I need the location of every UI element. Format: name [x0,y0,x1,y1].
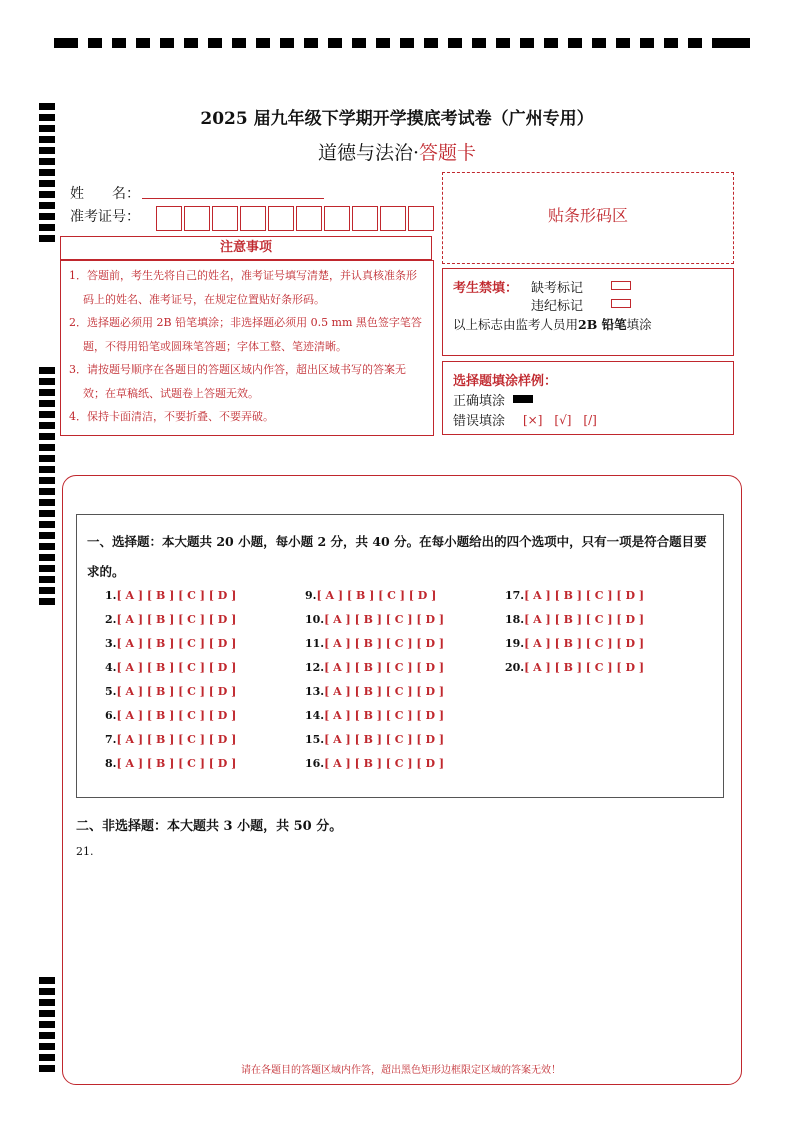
timing-mark [640,38,654,48]
correct-fill-sample [513,395,533,403]
name-field[interactable] [142,198,324,199]
choice-question[interactable] [505,613,644,626]
answer-options[interactable]: [ A ] [ B ] [ C ] [ D ] [116,613,237,626]
timing-mark [39,367,55,374]
non-choice-heading: 二、非选择题：本大题共 3 小题，共 50 分。 [76,819,343,834]
timing-mark [616,38,630,48]
timing-mark [39,598,55,605]
forbidden-box [442,268,734,356]
timing-mark [39,1054,55,1061]
timing-mark [39,202,55,209]
answer-card-label: 答题卡 [419,142,477,164]
timing-mark [112,38,126,48]
forbidden-label: 考生禁填： [453,281,519,296]
timing-mark [448,38,462,48]
timing-mark [39,543,55,550]
timing-mark [376,38,390,48]
question-number: 10. [305,613,325,626]
choice-question[interactable] [105,589,236,602]
timing-mark [136,38,150,48]
notice-item: 3．请按题号顺序在各题目的答题区域内作答，超出区域书写的答案无效；在草稿纸、试题卷上答题无效。 [69,363,406,400]
answer-options[interactable]: [ A ] [ B ] [ C ] [ D ] [324,661,445,674]
timing-mark [39,499,55,506]
timing-mark [39,587,55,594]
question-number: 6. [105,709,117,722]
timing-mark [88,38,102,48]
question-number: 20. [505,661,525,674]
answer-options[interactable]: [ A ] [ B ] [ C ] [ D ] [524,589,645,602]
timing-mark [39,466,55,473]
answer-options[interactable]: [ A ] [ B ] [ C ] [ D ] [324,613,445,626]
answer-options[interactable]: [ A ] [ B ] [ C ] [ D ] [116,637,237,650]
question-number: 12. [305,661,325,674]
timing-mark [664,38,678,48]
timing-mark [424,38,438,48]
choice-question[interactable] [505,589,644,602]
wrong-fill-label: 错误填涂 [453,414,506,429]
question-number: 2. [105,613,117,626]
answer-options[interactable]: [ A ] [ B ] [ C ] [ D ] [116,661,237,674]
timing-mark [39,999,55,1006]
timing-mark [39,378,55,385]
timing-mark [39,422,55,429]
timing-mark [39,988,55,995]
timing-mark [39,224,55,231]
answer-options[interactable]: [ A ] [ B ] [ C ] [ D ] [324,709,445,722]
sample-heading: 选择题填涂样例： [453,374,558,389]
choice-question[interactable] [305,757,444,770]
answer-options[interactable]: [ A ] [ B ] [ C ] [ D ] [324,733,445,746]
timing-mark [712,38,726,48]
timing-mark [39,488,55,495]
id-number-boxes[interactable] [156,206,436,231]
choice-question[interactable] [305,661,444,674]
question-21-label: 21. [76,845,94,858]
question-number: 5. [105,685,117,698]
question-number: 7. [105,733,117,746]
choice-question[interactable] [105,613,236,626]
timing-mark [496,38,510,48]
timing-mark [520,38,534,48]
forbidden-note [453,315,652,333]
choice-question[interactable] [305,637,444,650]
question-number: 11. [305,637,325,650]
choice-question[interactable] [305,613,444,626]
timing-mark [39,444,55,451]
wrong-fill-samples: [×] [√] [/] [523,413,597,427]
answer-options[interactable]: [ A ] [ B ] [ C ] [ D ] [324,637,445,650]
answer-options[interactable]: [ A ] [ B ] [ C ] [ D ] [116,757,237,770]
question-number: 14. [305,709,325,722]
answer-options[interactable]: [ A ] [ B ] [ C ] [ D ] [116,685,237,698]
timing-mark [39,433,55,440]
exam-subtitle [0,138,794,165]
correct-fill-label: 正确填涂 [453,394,506,409]
violation-mark-box[interactable] [611,299,631,308]
id-label: 准考证号： [70,209,140,225]
id-digit-box[interactable] [352,206,378,231]
choice-question[interactable] [105,661,236,674]
question-number: 18. [505,613,525,626]
choice-section-heading: 一、选择题：本大题共 20 小题，每小题 2 分，共 40 分。在每小题给出的四个选项中，只有一项是符合题目要求的。 [87,534,707,579]
id-digit-box[interactable] [268,206,294,231]
id-digit-box[interactable] [184,206,210,231]
subject-name: 道德与法治· [317,142,420,164]
id-digit-box[interactable] [156,206,182,231]
choice-question[interactable] [105,685,236,698]
barcode-area: 贴条形码区 [442,172,734,264]
timing-mark [232,38,246,48]
id-digit-box[interactable] [408,206,434,231]
timing-mark [39,455,55,462]
question-21-answer-area[interactable] [76,862,722,1052]
answer-options[interactable]: [ A ] [ B ] [ C ] [ D ] [324,685,445,698]
timing-mark [280,38,294,48]
timing-mark [39,477,55,484]
timing-mark [39,1065,55,1072]
id-digit-box[interactable] [296,206,322,231]
choice-question[interactable] [305,709,444,722]
question-number: 15. [305,733,325,746]
question-number: 19. [505,637,525,650]
timing-mark [39,213,55,220]
timing-mark [39,180,55,187]
question-number: 13. [305,685,325,698]
answer-options[interactable]: [ A ] [ B ] [ C ] [ D ] [324,757,445,770]
timing-mark [39,389,55,396]
name-label: 姓 名： [70,186,140,202]
timing-mark [544,38,558,48]
timing-mark [304,38,318,48]
id-digit-box[interactable] [324,206,350,231]
timing-mark [39,532,55,539]
choice-question[interactable] [105,757,236,770]
question-number: 8. [105,757,117,770]
timing-mark [39,1010,55,1017]
note-bold: 2B 铅笔 [578,317,627,332]
choice-question[interactable] [505,661,644,674]
absent-mark-box[interactable] [611,281,631,290]
timing-mark [352,38,366,48]
timing-mark [592,38,606,48]
timing-mark [39,411,55,418]
timing-mark [39,235,55,242]
timing-mark [160,38,174,48]
question-number: 9. [305,589,317,602]
notice-item: 2．选择题必须用 2B 铅笔填涂；非选择题必须用 0.5 mm 黑色签字笔答题，不得用铅笔或圆珠笔答题；字体工整、笔迹清晰。 [69,316,422,353]
timing-mark [184,38,198,48]
id-digit-box[interactable] [380,206,406,231]
question-number: 17. [505,589,525,602]
timing-mark [39,977,55,984]
timing-mark [39,1043,55,1050]
answer-options[interactable]: [ A ] [ B ] [ C ] [ D ] [524,637,645,650]
notice-item: 1．答题前，考生先将自己的姓名，准考证号填写清楚，并认真核准条形码上的姓名、准考证号，在规定位置贴好条形码。 [69,269,417,306]
question-number: 3. [105,637,117,650]
note-prefix: 以上标志由监考人员用 [453,317,579,332]
answer-options[interactable]: [ A ] [ B ] [ C ] [ D ] [116,709,237,722]
choice-question[interactable] [505,637,644,650]
exam-title: 2025 届九年级下学期开学摸底考试卷（广州专用） [200,109,594,129]
timing-mark [472,38,486,48]
question-number: 16. [305,757,325,770]
choice-question[interactable] [105,733,236,746]
answer-options[interactable]: [ A ] [ B ] [ C ] [ D ] [524,613,645,626]
choice-section [76,514,724,798]
question-number: 4. [105,661,117,674]
answer-options[interactable]: [ A ] [ B ] [ C ] [ D ] [524,661,645,674]
choice-question[interactable] [105,709,236,722]
answer-options[interactable]: [ A ] [ B ] [ C ] [ D ] [116,733,237,746]
timing-mark [39,191,55,198]
id-digit-box[interactable] [212,206,238,231]
violation-label: 违纪标记 [531,299,584,314]
answer-options[interactable]: [ A ] [ B ] [ C ] [ D ] [316,589,437,602]
timing-mark [688,38,702,48]
timing-mark [568,38,582,48]
fill-sample-box [442,361,734,435]
choice-question[interactable] [305,685,444,698]
note-suffix: 填涂 [626,317,652,332]
timing-mark [39,576,55,583]
timing-mark [39,521,55,528]
timing-mark [39,510,55,517]
choice-question[interactable] [305,733,444,746]
timing-mark [39,565,55,572]
timing-mark [39,169,55,176]
footer-warning: 请在各题目的答题区域内作答，超出黑色矩形边框限定区域的答案无效！ [241,1065,561,1076]
timing-mark [726,38,750,48]
choice-question[interactable] [305,589,436,602]
choice-question[interactable] [105,637,236,650]
notice-item: 4．保持卡面清洁，不要折叠、不要弄破。 [69,410,274,423]
question-number: 1. [105,589,117,602]
timing-mark [39,400,55,407]
timing-mark [208,38,222,48]
absent-label: 缺考标记 [531,281,584,296]
timing-mark [256,38,270,48]
timing-mark [328,38,342,48]
top-timing-marks [54,38,750,50]
timing-mark [39,1032,55,1039]
timing-mark [39,554,55,561]
notice-heading: 注意事项 [60,236,432,260]
notice-box [60,260,434,436]
timing-mark [54,38,78,48]
id-digit-box[interactable] [240,206,266,231]
timing-mark [400,38,414,48]
answer-options[interactable]: [ A ] [ B ] [ C ] [ D ] [116,589,237,602]
timing-mark [39,1021,55,1028]
